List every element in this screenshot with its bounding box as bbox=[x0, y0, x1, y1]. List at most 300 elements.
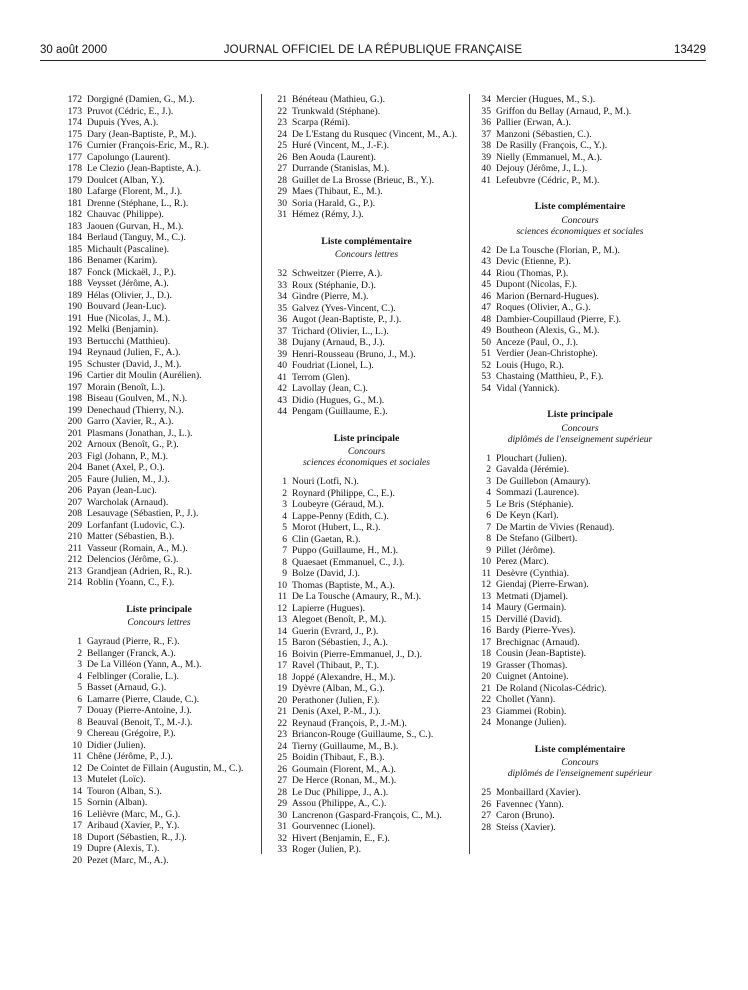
list-item bbox=[65, 554, 253, 566]
list-item bbox=[474, 464, 686, 476]
candidate-name: De Martin de Vivies (Renaud). bbox=[496, 521, 615, 533]
rank-number: 17 bbox=[277, 660, 287, 671]
list-item bbox=[270, 406, 463, 418]
list-item bbox=[270, 810, 463, 822]
list-item bbox=[270, 94, 463, 106]
rank-number: 25 bbox=[481, 787, 491, 798]
list-item bbox=[65, 106, 253, 118]
candidate-name: Dupre (Alexis, T.). bbox=[87, 843, 160, 854]
candidate-name: Grandjean (Adrien, R., R.). bbox=[87, 565, 192, 577]
rank-number: 40 bbox=[277, 360, 287, 371]
candidate-name: Lancrenon (Gaspard-François, C., M.). bbox=[292, 809, 442, 821]
rank-number: 16 bbox=[481, 625, 491, 636]
candidate-name: Pengam (Guillaume, E.). bbox=[292, 406, 388, 417]
candidate-name: De La Villéon (Yann, A., M.). bbox=[87, 659, 202, 670]
candidate-name: Baron (Sébastien, J., A.). bbox=[292, 637, 388, 648]
rank-number: 44 bbox=[481, 267, 491, 279]
rank-number: 30 bbox=[277, 809, 287, 821]
candidate-name: Morain (Benoît, L.). bbox=[87, 381, 166, 393]
list-item bbox=[270, 303, 463, 315]
rank-number: 208 bbox=[67, 508, 82, 519]
list-item bbox=[65, 855, 253, 867]
candidate-name: Dujany (Arnaud, B., J.). bbox=[292, 337, 385, 348]
candidate-name: Pruvot (Cédric, E., J.). bbox=[87, 105, 174, 117]
candidate-name: Roblin (Yoann, C., F.). bbox=[87, 577, 175, 588]
candidate-name: Curnier (François-Eric, M., R.). bbox=[87, 140, 210, 151]
rank-number: 176 bbox=[67, 140, 82, 151]
list-item bbox=[65, 428, 253, 440]
rank-number: 190 bbox=[67, 301, 82, 312]
rank-number: 35 bbox=[277, 302, 287, 314]
candidate-name: Schweitzer (Pierre, A.). bbox=[292, 268, 383, 279]
list-item bbox=[65, 336, 253, 348]
candidate-name: Maury (Germain). bbox=[496, 602, 567, 613]
candidate-name: Dambier-Coupillaud (Pierre, F.). bbox=[496, 313, 622, 325]
candidate-name: Joppé (Alexandre, H., M.). bbox=[292, 671, 396, 683]
list-item bbox=[270, 383, 463, 395]
rank-number: 193 bbox=[67, 335, 82, 347]
rank-number: 19 bbox=[72, 843, 82, 854]
rank-number: 7 bbox=[77, 705, 82, 716]
candidate-name: Payan (Jean-Luc). bbox=[87, 485, 157, 496]
section-heading: Liste complémentaire bbox=[534, 743, 626, 755]
list-item bbox=[474, 683, 686, 695]
candidate-name: De La Tousche (Florian, P., M.). bbox=[496, 244, 620, 256]
candidate-name: Caron (Bruno). bbox=[496, 810, 555, 821]
candidate-name: Chêne (Jérôme, P., J.). bbox=[87, 751, 173, 762]
rank-number: 3 bbox=[282, 499, 287, 510]
candidate-name: Arnoux (Benoît, G., P.). bbox=[87, 439, 179, 450]
list-item bbox=[270, 591, 463, 603]
rank-number: 188 bbox=[67, 278, 82, 289]
rank-number: 15 bbox=[277, 637, 287, 648]
candidate-name: Dupont (Nicolas, F.). bbox=[496, 279, 578, 290]
list-item bbox=[270, 175, 463, 187]
rank-number: 27 bbox=[277, 163, 287, 174]
list-item bbox=[474, 152, 686, 164]
rank-number: 9 bbox=[282, 568, 287, 579]
list-item bbox=[270, 129, 463, 141]
rank-number: 13 bbox=[481, 590, 491, 602]
list-item bbox=[270, 395, 463, 407]
list-item bbox=[270, 534, 463, 546]
list-item bbox=[65, 786, 253, 798]
list-item bbox=[65, 140, 253, 152]
list-item bbox=[65, 728, 253, 740]
candidate-name: Benamer (Karim). bbox=[87, 255, 158, 266]
rank-number: 24 bbox=[481, 717, 491, 728]
rank-number: 33 bbox=[277, 844, 287, 855]
candidate-name: Griffon du Bellay (Arnaud, P., M.). bbox=[496, 105, 632, 117]
candidate-name: Hémez (Rémy, J.). bbox=[292, 209, 364, 220]
candidate-name: Sornin (Alban). bbox=[87, 797, 148, 808]
list-item bbox=[474, 499, 686, 511]
rank-number: 2 bbox=[282, 487, 287, 499]
list-item bbox=[474, 717, 686, 729]
candidate-name: Dejouy (Jérôme, J., L.). bbox=[496, 163, 588, 174]
candidate-name: Melki (Benjamin). bbox=[87, 324, 159, 335]
subheading-line: Concours bbox=[561, 757, 599, 768]
candidate-name: Louis (Hugo, R.). bbox=[496, 359, 564, 371]
list-item bbox=[474, 660, 686, 672]
rank-number: 24 bbox=[277, 128, 287, 140]
candidate-name: Trunkwald (Stéphane). bbox=[292, 105, 381, 117]
rank-number: 173 bbox=[67, 105, 82, 117]
rank-number: 5 bbox=[282, 522, 287, 533]
rank-number: 13 bbox=[72, 774, 82, 785]
list-item bbox=[474, 568, 686, 580]
candidate-name: Bouvard (Jean-Luc). bbox=[87, 301, 167, 312]
candidate-name: Basset (Arnaud, G.). bbox=[87, 682, 167, 693]
list-item bbox=[65, 474, 253, 486]
subheading-line: Concours lettres bbox=[334, 249, 399, 260]
issue-date: 30 août 2000 bbox=[40, 44, 108, 56]
rank-number: 14 bbox=[72, 785, 82, 797]
candidate-name: Capolungo (Laurent). bbox=[87, 151, 171, 163]
candidate-name: Clin (Gaetan, R.). bbox=[292, 533, 361, 545]
rank-number: 46 bbox=[481, 290, 491, 302]
rank-number: 32 bbox=[277, 268, 287, 279]
candidate-name: Mercier (Hugues, M., S.). bbox=[496, 94, 596, 105]
candidate-name: Boutheon (Alexis, G., M.). bbox=[496, 325, 600, 336]
candidate-name: Veysset (Jérôme, A.). bbox=[87, 278, 169, 289]
candidate-name: Plouchart (Julien). bbox=[496, 452, 567, 464]
rank-number: 42 bbox=[481, 244, 491, 256]
rank-number: 28 bbox=[277, 786, 287, 798]
candidate-name: Riou (Thomas, P.). bbox=[496, 267, 569, 279]
candidate-name: Roger (Julien, P.). bbox=[292, 844, 362, 855]
list-item bbox=[474, 302, 686, 314]
candidate-name: Gindre (Pierre, M.). bbox=[292, 291, 369, 302]
list-item bbox=[65, 809, 253, 821]
candidate-name: Durrande (Stanislas, M.). bbox=[292, 163, 390, 174]
rank-number: 36 bbox=[481, 117, 491, 128]
rank-number: 19 bbox=[277, 683, 287, 694]
rank-number: 213 bbox=[67, 565, 82, 577]
rank-number: 11 bbox=[277, 591, 287, 602]
candidate-name: Le Duc (Philippe, J., A.). bbox=[292, 786, 389, 798]
section-heading: Liste principale bbox=[333, 432, 400, 444]
section-heading: Liste principale bbox=[547, 409, 613, 420]
column-divider bbox=[261, 94, 262, 854]
candidate-name: Reynaud (François, P., J.-M.). bbox=[292, 717, 407, 729]
rank-number: 26 bbox=[277, 151, 287, 163]
candidate-name: De L'Estang du Rusquec (Vincent, M., A.). bbox=[292, 128, 458, 140]
list-item bbox=[65, 198, 253, 210]
list-item bbox=[65, 94, 253, 106]
candidate-name: Perathoner (Julien, F.). bbox=[292, 694, 380, 706]
rank-number: 187 bbox=[67, 266, 82, 278]
list-item bbox=[270, 614, 463, 626]
candidate-name: Douay (Pierre-Antoine, J.). bbox=[87, 705, 192, 716]
rank-number: 189 bbox=[67, 289, 82, 301]
candidate-name: Monange (Julien). bbox=[496, 717, 567, 728]
rank-number: 207 bbox=[67, 496, 82, 508]
rank-number: 175 bbox=[67, 128, 82, 140]
candidate-name: De Rasilly (François, C., Y.). bbox=[496, 140, 608, 151]
rank-number: 198 bbox=[67, 393, 82, 404]
rank-number: 194 bbox=[67, 347, 82, 358]
list-item bbox=[65, 648, 253, 660]
list-item bbox=[270, 280, 463, 292]
candidate-name: Boidin (Thibaut, F., B.). bbox=[292, 752, 385, 763]
rank-number: 11 bbox=[481, 567, 491, 579]
list-item bbox=[65, 774, 253, 786]
rank-number: 21 bbox=[277, 94, 287, 105]
rank-number: 17 bbox=[481, 636, 491, 648]
list-item bbox=[270, 718, 463, 730]
list-item bbox=[474, 360, 686, 372]
list-item bbox=[65, 232, 253, 244]
list-item bbox=[270, 603, 463, 615]
candidate-name: Roques (Olivier, A., G.). bbox=[496, 302, 591, 313]
candidate-name: Dorgigné (Damien, G., M.). bbox=[87, 94, 195, 105]
list-item bbox=[65, 152, 253, 164]
rank-number: 7 bbox=[282, 545, 287, 556]
rank-number: 5 bbox=[486, 498, 491, 510]
section-subheading bbox=[474, 423, 686, 445]
candidate-name: Henri-Rousseau (Bruno, J., M.). bbox=[292, 348, 416, 360]
candidate-name: De Guillebon (Amaury). bbox=[496, 475, 591, 487]
list-item bbox=[270, 637, 463, 649]
list-item bbox=[65, 278, 253, 290]
candidate-name: Mutelet (Loïc). bbox=[87, 774, 146, 785]
candidate-name: Doulcet (Alban, Y.). bbox=[87, 174, 165, 186]
list-item bbox=[270, 729, 463, 741]
list-item bbox=[270, 140, 463, 152]
list-item bbox=[474, 256, 686, 268]
list-item bbox=[474, 476, 686, 488]
candidate-name: Lefeubvre (Cédric, P., M.). bbox=[496, 174, 600, 186]
rank-number: 4 bbox=[77, 670, 82, 682]
list-item bbox=[270, 360, 463, 372]
rank-number: 191 bbox=[67, 312, 82, 324]
list-item bbox=[270, 522, 463, 534]
rank-number: 12 bbox=[481, 579, 491, 590]
rank-number: 2 bbox=[486, 464, 491, 475]
rank-number: 1 bbox=[77, 636, 82, 647]
list-item bbox=[270, 488, 463, 500]
rank-number: 21 bbox=[481, 682, 491, 694]
candidate-name: Lamarre (Pierre, Claude, C.). bbox=[87, 693, 200, 705]
list-item bbox=[474, 810, 686, 822]
candidate-name: Felblinger (Coralie, L.). bbox=[87, 670, 179, 682]
candidate-name: Garro (Xavier, R., A.). bbox=[87, 416, 174, 427]
list-item bbox=[474, 706, 686, 718]
rank-number: 27 bbox=[277, 775, 287, 786]
candidate-name: Cartier dit Moulin (Aurélien). bbox=[87, 370, 202, 381]
candidate-name: Morot (Hubert, L., R.). bbox=[292, 522, 381, 533]
rank-number: 20 bbox=[277, 694, 287, 706]
candidate-name: Aribaud (Xavier, P., Y.). bbox=[87, 820, 180, 831]
rank-number: 23 bbox=[277, 117, 287, 128]
rank-number: 23 bbox=[277, 729, 287, 740]
candidate-name: Hélas (Olivier, J., D.). bbox=[87, 289, 172, 301]
candidate-name: Desèvre (Cynthia). bbox=[496, 567, 569, 579]
list-item bbox=[65, 485, 253, 497]
rank-number: 206 bbox=[67, 485, 82, 496]
rank-number: 200 bbox=[67, 416, 82, 427]
rank-number: 4 bbox=[282, 510, 287, 522]
list-item bbox=[65, 405, 253, 417]
candidate-name: Lapierre (Hugues). bbox=[292, 602, 365, 614]
rank-number: 2 bbox=[77, 647, 82, 659]
list-item bbox=[270, 198, 463, 210]
candidate-name: Pezet (Marc, M., A.). bbox=[87, 854, 169, 866]
rank-number: 6 bbox=[77, 693, 82, 705]
list-item bbox=[270, 545, 463, 557]
candidate-name: Manzoni (Sébastien, C.). bbox=[496, 128, 592, 140]
list-item bbox=[474, 591, 686, 603]
list-item bbox=[270, 798, 463, 810]
candidate-name: Bénéteau (Mathieu, G.). bbox=[292, 94, 385, 105]
rank-number: 12 bbox=[72, 762, 82, 774]
candidate-name: Lafarge (Florent, M., J.). bbox=[87, 186, 183, 197]
candidate-name: Terrom (Glen). bbox=[292, 371, 350, 383]
rank-number: 8 bbox=[282, 556, 287, 568]
rank-number: 17 bbox=[72, 820, 82, 831]
candidate-name: Devic (Etienne, P.). bbox=[496, 256, 571, 267]
candidate-name: Grasser (Thomas). bbox=[496, 659, 568, 671]
rank-number: 199 bbox=[67, 404, 82, 416]
page-header bbox=[40, 40, 706, 61]
rank-number: 28 bbox=[481, 821, 491, 833]
list-item bbox=[474, 163, 686, 175]
candidate-name: Alegoet (Benoît, P., M.). bbox=[292, 614, 387, 625]
candidate-name: Ben Aouda (Laurent). bbox=[292, 151, 376, 163]
rank-number: 36 bbox=[277, 314, 287, 325]
candidate-name: Bolze (David, J.). bbox=[292, 568, 360, 579]
section-heading: Liste principale bbox=[126, 603, 192, 615]
list-item bbox=[474, 337, 686, 349]
rank-number: 205 bbox=[67, 473, 82, 485]
list-item bbox=[65, 740, 253, 752]
candidate-name: Trichard (Olivier, L., L.). bbox=[292, 325, 389, 337]
rank-number: 202 bbox=[67, 439, 82, 450]
list-item bbox=[474, 522, 686, 534]
rank-number: 179 bbox=[67, 174, 82, 186]
list-item bbox=[65, 531, 253, 543]
rank-number: 25 bbox=[277, 140, 287, 151]
candidate-name: Maes (Thibaut, E., M.). bbox=[292, 186, 383, 197]
list-item bbox=[474, 579, 686, 591]
rank-number: 209 bbox=[67, 519, 82, 531]
candidate-name: Ravel (Thibaut, P., T.). bbox=[292, 660, 380, 671]
text-column-2 bbox=[270, 94, 463, 856]
candidate-name: Foudriat (Lionel, L.). bbox=[292, 360, 374, 371]
candidate-name: Lelièvre (Marc, M., G.). bbox=[87, 808, 181, 820]
subheading-line: Concours bbox=[561, 214, 599, 226]
list-item bbox=[65, 843, 253, 855]
rank-number: 3 bbox=[77, 659, 82, 670]
list-item bbox=[474, 533, 686, 545]
list-item bbox=[474, 637, 686, 649]
candidate-name: Beauval (Benoit, T., M.-J.). bbox=[87, 716, 193, 728]
candidate-name: Le Clezio (Jean-Baptiste, A.). bbox=[87, 163, 202, 174]
list-item bbox=[270, 209, 463, 221]
candidate-name: De Cointet de Fillain (Augustin, M., C.). bbox=[87, 762, 244, 774]
candidate-name: Chauvac (Philippe). bbox=[87, 209, 164, 220]
list-item bbox=[65, 347, 253, 359]
rank-number: 196 bbox=[67, 370, 82, 381]
list-item bbox=[474, 129, 686, 141]
list-item bbox=[474, 268, 686, 280]
list-item bbox=[270, 511, 463, 523]
list-item bbox=[474, 545, 686, 557]
rank-number: 38 bbox=[481, 140, 491, 151]
list-item bbox=[270, 291, 463, 303]
rank-number: 174 bbox=[67, 117, 82, 128]
candidate-name: Soria (Harald, G., P.). bbox=[292, 197, 376, 209]
candidate-name: Dary (Jean-Baptiste, P., M.). bbox=[87, 128, 197, 140]
rank-number: 37 bbox=[481, 128, 491, 140]
rank-number: 16 bbox=[72, 808, 82, 820]
rank-number: 25 bbox=[277, 752, 287, 763]
subheading-line: sciences économiques et sociales bbox=[516, 225, 644, 237]
column-divider bbox=[469, 94, 470, 854]
text-column-1 bbox=[65, 94, 253, 866]
text-column-3 bbox=[474, 94, 686, 833]
list-item bbox=[270, 683, 463, 695]
list-item bbox=[270, 476, 463, 488]
rank-number: 6 bbox=[282, 533, 287, 545]
rank-number: 47 bbox=[481, 302, 491, 313]
section-subheading bbox=[270, 446, 463, 468]
candidate-name: Vidal (Yannick). bbox=[496, 382, 560, 394]
candidate-name: Quaesaet (Emmanuel, C., J.). bbox=[292, 556, 405, 568]
journal-title: JOURNAL OFFICIEL DE LA RÉPUBLIQUE FRANÇAISE bbox=[223, 44, 523, 56]
candidate-name: Figl (Johann, P., M.). bbox=[87, 450, 169, 462]
candidate-name: De Herce (Ronan, M., M.). bbox=[292, 775, 397, 786]
list-item bbox=[65, 301, 253, 313]
rank-number: 21 bbox=[277, 706, 287, 717]
candidate-name: Goumain (Florent, M., A.). bbox=[292, 763, 396, 775]
rank-number: 13 bbox=[277, 614, 287, 625]
candidate-name: Hue (Nicolas, J., M.). bbox=[87, 312, 171, 324]
list-item bbox=[65, 175, 253, 187]
list-item bbox=[65, 577, 253, 589]
list-item bbox=[65, 290, 253, 302]
list-item bbox=[65, 508, 253, 520]
list-item bbox=[65, 324, 253, 336]
candidate-name: Lesauvage (Sébastien, P., J.). bbox=[87, 508, 199, 519]
list-item bbox=[270, 752, 463, 764]
list-item bbox=[474, 799, 686, 811]
candidate-name: Gavalda (Jérémie). bbox=[496, 464, 569, 475]
rank-number: 186 bbox=[67, 255, 82, 266]
candidate-name: Chereau (Grégoire, P.). bbox=[87, 728, 176, 739]
rank-number: 49 bbox=[481, 325, 491, 336]
candidate-name: Scarpa (Rémi). bbox=[292, 117, 351, 128]
candidate-name: Cuignet (Antoine). bbox=[496, 671, 569, 682]
list-item bbox=[65, 682, 253, 694]
list-item bbox=[270, 186, 463, 198]
list-item bbox=[270, 660, 463, 672]
candidate-name: Banet (Axel, P., O.). bbox=[87, 462, 165, 473]
candidate-name: Tierny (Guillaume, M., B.). bbox=[292, 740, 399, 752]
rank-number: 48 bbox=[481, 313, 491, 325]
list-item bbox=[474, 117, 686, 129]
candidate-name: Gourvennec (Lionel). bbox=[292, 821, 376, 832]
list-item bbox=[474, 694, 686, 706]
list-item bbox=[474, 106, 686, 118]
rank-number: 31 bbox=[277, 821, 287, 832]
list-item bbox=[270, 326, 463, 338]
candidate-name: Huré (Vincent, M., J.-F.). bbox=[292, 140, 389, 151]
candidate-name: Sommazi (Laurence). bbox=[496, 487, 580, 498]
candidate-name: Giammei (Robin). bbox=[496, 705, 567, 717]
rank-number: 197 bbox=[67, 381, 82, 393]
